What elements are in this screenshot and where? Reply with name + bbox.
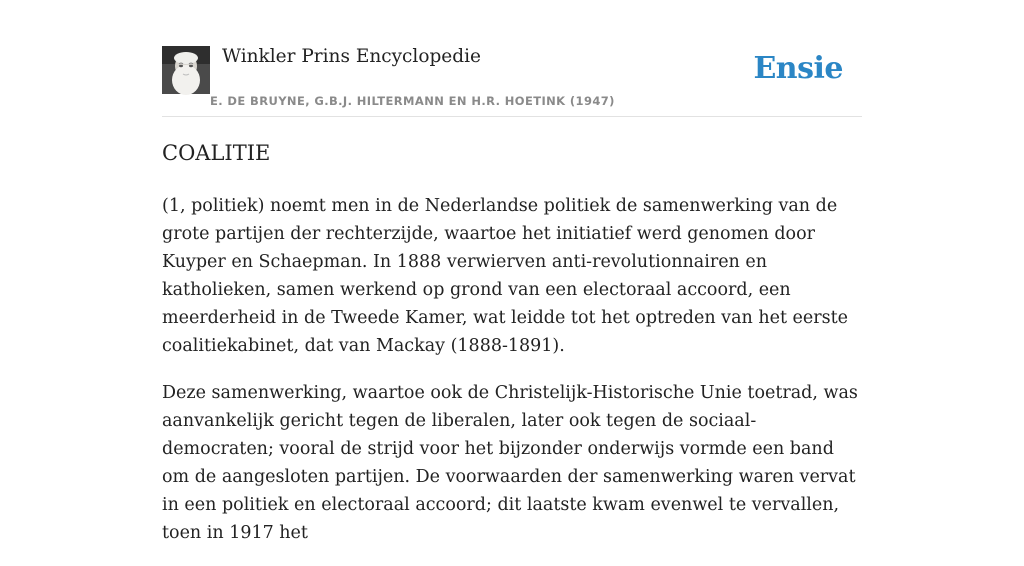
ensie-logo[interactable]: Ensie bbox=[753, 51, 843, 86]
entry-paragraph: (1, politiek) noemt men in de Nederlandse politiek de samenwerking van de grote partijen der rechterzijde, waartoe het initiatief werd genomen door Kuyper en Schaepman. In 1888 verwierven anti-revolutionnairen en katholieken, samen werkend op grond van een electoraal accoord, een meerderheid in de Tweede Kamer, wat leidde tot het optreden van het eerste coalitiekabinet, dat van Mackay (1888-1891). bbox=[162, 196, 849, 356]
authors-byline: E. DE BRUYNE, G.B.J. HILTERMANN EN H.R. HOETINK (1947) bbox=[210, 94, 615, 108]
entry-body bbox=[162, 192, 862, 566]
site-header bbox=[162, 0, 862, 117]
entry-title: COALITIE bbox=[162, 141, 271, 165]
entry-paragraph: Deze samenwerking, waartoe ook de Christelijk-Historische Unie toetrad, was aanvankelijk gericht tegen de liberalen, later ook tegen de sociaal-democraten; vooral de strijd voor het bijzonder onderwijs vormde een band om de aangesloten partijen. De voorwaarden der samenwerking waren vervat in een politiek en electoraal accoord; dit laatste kwam evenwel te vervallen, toen in 1917 het bbox=[162, 383, 858, 543]
site-title[interactable]: Winkler Prins Encyclopedie bbox=[222, 46, 481, 67]
bearded-portrait-icon[interactable] bbox=[162, 46, 210, 94]
page bbox=[162, 0, 862, 543]
